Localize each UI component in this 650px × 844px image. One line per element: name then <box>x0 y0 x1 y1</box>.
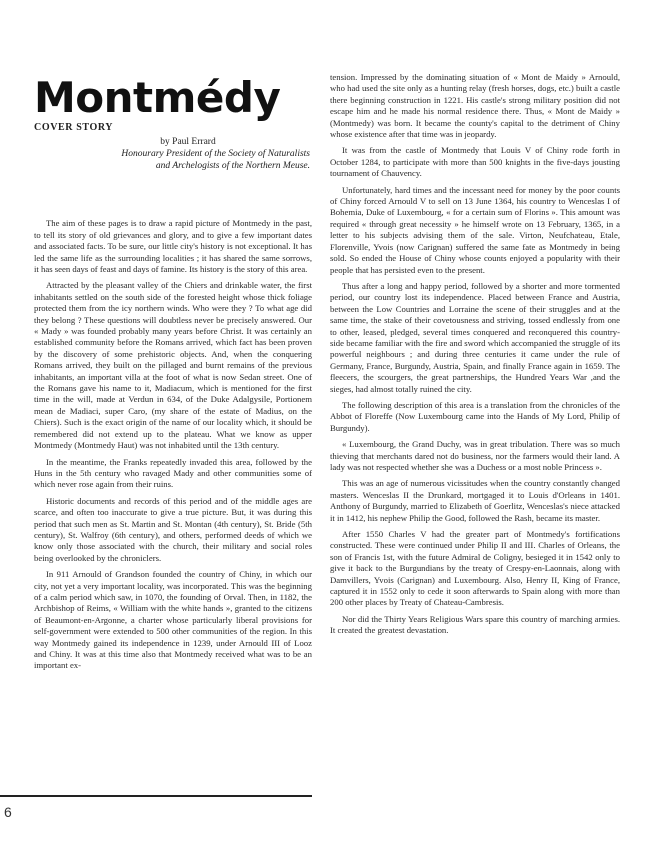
section-label: COVER STORY <box>34 122 114 133</box>
paragraph: After 1550 Charles V had the greater part of Montmedy's fortifications constructed. These were continued under Philip II and III. Charles of Orleans, the son of Francis 1st, with the future Admiral de Coligny, besieged it in 1542 only to give it back to the Burgundians by the treaty of Crespy-en-Laonnais, along with Damvillers, Yvois (Carignan) and Luxembourg. Also, Henry II, King of France, captured it in 1552 only to cede it soon afterwards to Spain along with more than 200 other places by Treaty of Chateau-Cambresis. <box>330 529 620 608</box>
right-column <box>330 72 620 642</box>
author-affiliation-line1: Honourary President of the Society of Naturalists <box>121 148 310 159</box>
footer-rule <box>0 795 312 797</box>
paragraph: In 911 Arnould of Grandson founded the country of Chiny, in which our city, not yet a very important locality, was incorporated. This was the beginning of a calm period which saw, in 1070, the founding of Orval. Then, in 1182, the Archbishop of Reims, « William with the white hands », granted to the citizens of Beaumont-en-Argonne, a charter whose particularly liberal provisions for self-government were extended to 500 other communities of the region. In this way Montmedy gained its independence in 1239, under Arnould III of Looz and Chiny. It was at this time also that Montmedy received what was to be an important ex- <box>34 569 312 671</box>
paragraph: Attracted by the pleasant valley of the Chiers and drinkable water, the first inhabitants settled on the south side of the forested height whose thick foliage protected them from the icy northern winds. Who were they ? To what age did they belong ? These questions will doubtless never be precisely answered. Our « Mady » was founded probably many years before Christ. It was certainly an established community before the Romans arrived, which fact has been proven by the discovery of some prehistoric objects. And, when the conquering Romans arrived, they built on the pillaged and burnt remains of the previous inhabitants, an important villa at the foot of what is now Sedan street. One of the Romans gave his name to it, Madiacum, which is mentioned for the first time in the will, made at Verdun in 634, of the Duke Adalgysile, Portionem mean de Madiaci, super Caro, (my share of the estate of Madius, on the Chiers). Such is the exact origin of the name of our locality which, it should be remembered did not extend up to the plateau. What we know as upper Montmedy (Montmedy Haut) was not inhabited until the 13th century. <box>34 280 312 451</box>
paragraph: In the meantime, the Franks repeatedly invaded this area, followed by the Huns in the 5th century who ravaged Mady and other communities some of which never rose again from their ruins. <box>34 456 312 490</box>
left-column <box>34 72 312 677</box>
paragraph: Thus after a long and happy period, followed by a shorter and more tormented period, our country lost its independence. Placed between France and Austria, between the Low Countries and Lorraine the scene of their struggles and at the same time, the stake of their covetousness and striving, tossed endlessly from one to other, leased, pledged, several times conquered and reconquered this country-side became familiar with the fire and sword which accompanied the struggle of its powerful neighbours ; and during three centuries it came under the rule of Germany, France, Burgundy, Austria, Spain, and finally France again in 1659. The fleecers, the scourgers, the great partnerships, the Hundred Years War ,and the sieges, had almost totally ruined the city. <box>330 280 620 394</box>
article-title: Montmédy <box>34 73 281 122</box>
page-number: 6 <box>4 804 12 820</box>
paragraph: « Luxembourg, the Grand Duchy, was in great tribulation. There was so much thieving that merchants dared not do business, nor the farmers would their land. A lady was not respected whether she was a Duchess or a most noble Princess ». <box>330 439 620 472</box>
paragraph: The following description of this area is a translation from the chronicles of the Abbot of Floreffe (Now Luxembourg came into the Hands of My Lord, Philip of Burgundy). <box>330 399 620 433</box>
paragraph: This was an age of numerous vicissitudes when the country constantly changed masters. Wenceslas II the Drunkard, mortgaged it to Louis d'Orleans in 1401. Anthony of Burgundy, married to Elizabeth of Goerlitz, Wenceslas's niece attacked it in 1412, his nephew Philip the Good, followed the Rash, became its master. <box>330 478 620 523</box>
author-affiliation-line2: and Archelogists of the Northern Meuse. <box>155 160 310 171</box>
paragraph: The aim of these pages is to draw a rapid picture of Montmedy in the past, to tell its story of old grievances and glory, and to give a few important dates and associated facts. To be sure, our little city's history is not exceptional. It has led the same life as the surrounding localities ; it has shared the same sorrows, it has seen days of feast and days of famine. Its history is the story of this area. <box>34 218 312 275</box>
author-byline: by Paul Errard <box>160 137 216 147</box>
paragraph: Unfortunately, hard times and the incessant need for money by the poor counts of Chiny forced Arnould V to sell on 13 June 1364, his country to Wenceslas I of Bohemia, Duke of Luxembourg, « for a certain sum of Florins ». This amount was required « through great necessity » he himself wrote on 13 February, 1365, in a letter to his subjects advising them of the sale. Virton, Neufchateau, Etale, Florenville, Yvois (now Carignan) suffered the same fate as Montmedy in being sold. So ended the House of Chiny whose counts enjoyed a popularity with their people that has persisted even to the present. <box>330 184 620 275</box>
paragraph: Historic documents and records of this period and of the middle ages are scarce, and often too inaccurate to give a true picture. But, it was during this period that such men as St. Martin and St. Montan (4th century), St. Bride (5th century), St. Walfroy (6th century), and others, performed deeds of which we know only those associated with the church, their military and social roles being overlooked by the chroniclers. <box>34 495 312 563</box>
left-body <box>34 218 312 671</box>
paragraph: Nor did the Thirty Years Religious Wars spare this country of marching armies. It created the greatest devastation. <box>330 613 620 636</box>
paragraph: It was from the castle of Montmedy that Louis V of Chiny rode forth in October 1284, to participate with more than 500 knights in the five-days jousting tournament of Chauvency. <box>330 145 620 179</box>
paragraph: tension. Impressed by the dominating situation of « Mont de Maidy » Arnould, who had used the site only as a hunting relay (fresh horses, dogs, etc.) built a castle there beginning construction in 1221. His castle's strong military position did not escape him and he made his normal residence there. Thus, « Mont de Maidy » (Montmedy) was born. It became the county's capital to the detriment of Chiny whose existence after that time was in jeopardy. <box>330 72 620 140</box>
